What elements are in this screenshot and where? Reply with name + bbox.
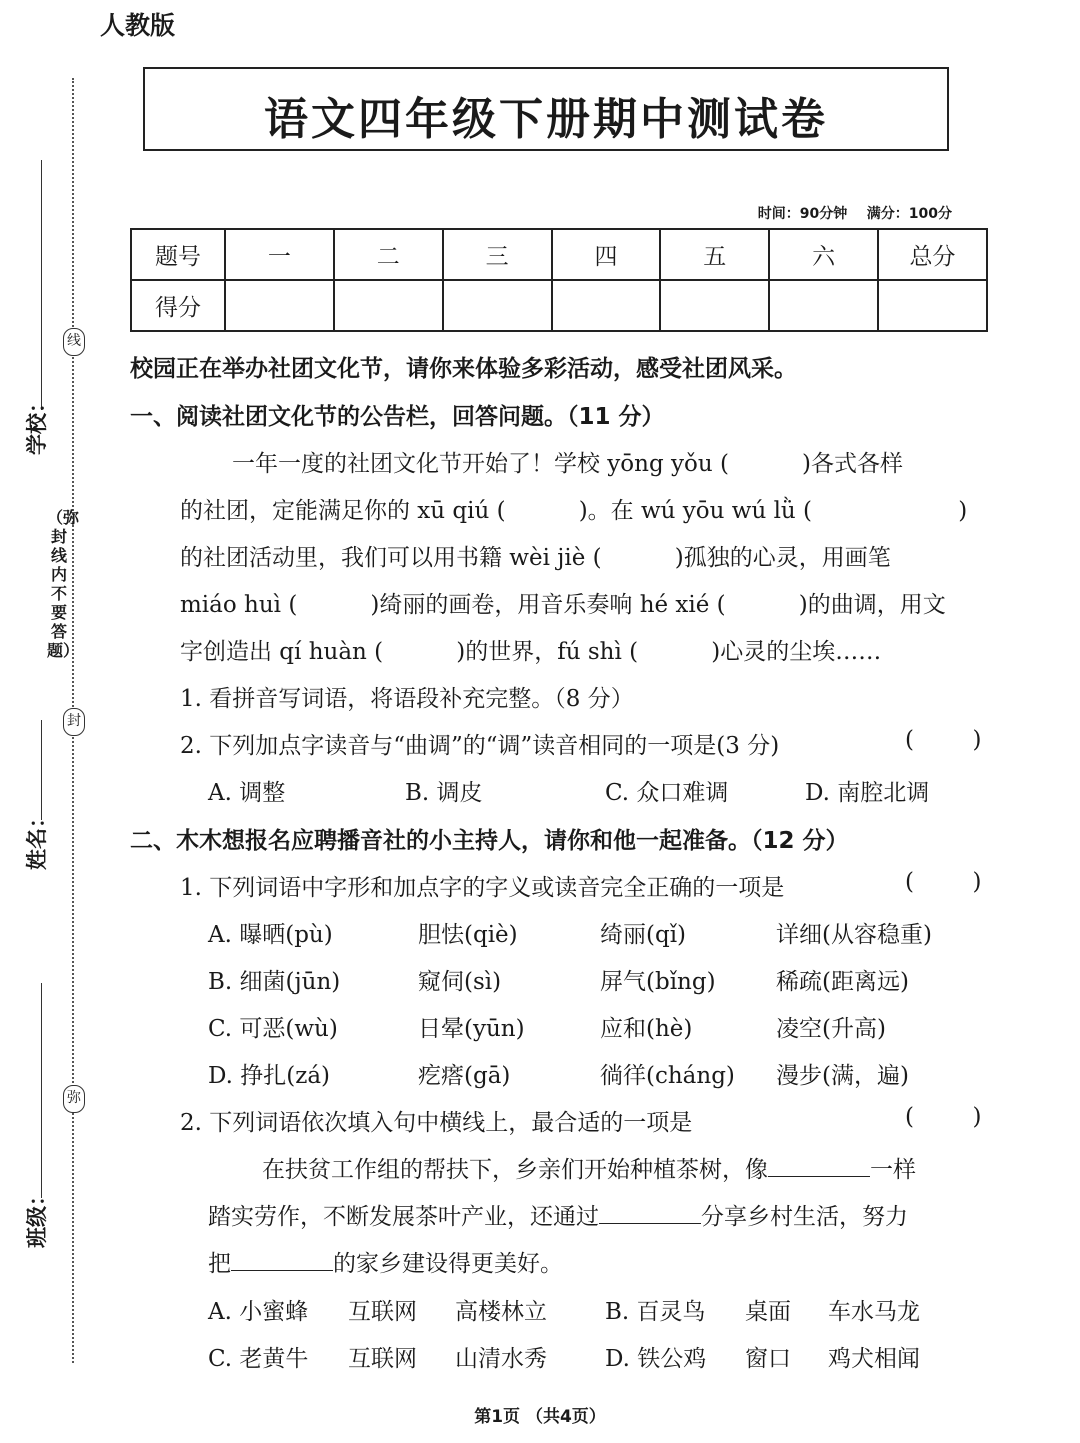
name-underline: [41, 720, 42, 820]
score-header-cell: 二: [334, 229, 443, 280]
option: 高楼林立: [455, 1299, 547, 1325]
score-header-cell: 一: [225, 229, 334, 280]
seal-mark-seal: 封: [63, 708, 85, 736]
fill-sentence-line: 把 的家乡建设得更美好。: [208, 1251, 563, 1277]
question-1-1: 1. 看拼音写词语，将语段补充完整。（8 分）: [180, 686, 634, 712]
title-box: [143, 67, 949, 151]
option: C. 众口难调: [605, 780, 729, 806]
option: 徜徉(cháng): [600, 1063, 735, 1089]
option: 详细(从容稳重): [776, 922, 932, 948]
option: 桌面: [745, 1299, 791, 1325]
score-header-cell: 总分: [878, 229, 987, 280]
fill-blank[interactable]: [599, 1203, 701, 1224]
option: A. 调整: [208, 780, 286, 806]
passage-line: 字创造出 qí huàn ( )的世界，fú shì ( )心灵的尘埃……: [180, 639, 882, 665]
fill-blank[interactable]: [768, 1156, 870, 1177]
score-cell[interactable]: [443, 280, 552, 331]
option: 车水马龙: [828, 1299, 920, 1325]
option: D. 挣扎(zá): [208, 1063, 331, 1089]
school-label: 学校：: [25, 392, 49, 455]
score-header-cell: 六: [769, 229, 878, 280]
answer-paren[interactable]: ( ): [905, 727, 982, 753]
seal-mark-mi: 弥: [63, 1085, 85, 1113]
fill-sentence-line: 踏实劳作，不断发展茶叶产业，还通过 分享乡村生活，努力: [208, 1204, 908, 1230]
option: 胆怯(qiè): [418, 922, 518, 948]
score-header-cell: 三: [443, 229, 552, 280]
option: 绮丽(qǐ): [600, 922, 687, 948]
option: 凌空(升高): [776, 1016, 886, 1042]
score-header-cell: 题号: [131, 229, 225, 280]
score-row-label: 得分: [131, 280, 225, 331]
option: 互联网: [348, 1299, 417, 1325]
passage-line: 的社团，定能满足你的 xū qiú ( )。在 wú yōu wú lǜ ( ): [180, 498, 968, 524]
time-info: 时间：90分钟: [757, 206, 848, 222]
option: 窗口: [745, 1346, 791, 1372]
fill-blank[interactable]: [231, 1250, 333, 1271]
passage-line: 的社团活动里，我们可以用书籍 wèi jiè ( )孤独的心灵，用画笔: [180, 545, 891, 571]
option: A. 小蜜蜂: [208, 1299, 309, 1325]
passage-line: miáo huì ( )绮丽的画卷，用音乐奏响 hé xié ( )的曲调，用文: [180, 592, 946, 618]
passage-line: 一年一度的社团文化节开始了！学校 yōng yǒu ( )各式各样: [232, 451, 904, 477]
option: 日晕(yūn): [418, 1016, 525, 1042]
option: 稀疏(距离远): [776, 969, 909, 995]
fill-sentence-line: 在扶贫工作组的帮扶下，乡亲们开始种植茶树，像 一样: [262, 1157, 916, 1183]
school-underline: [41, 160, 42, 410]
option: 互联网: [348, 1346, 417, 1372]
option: D. 铁公鸡: [605, 1346, 707, 1372]
no-answer-note: （弥封线内不要答题）: [47, 508, 80, 660]
option: C. 可恶(wù): [208, 1016, 338, 1042]
answer-paren[interactable]: ( ): [905, 1104, 982, 1130]
seal-mark-line: 线: [63, 328, 85, 356]
option: 漫步(满，遍): [776, 1063, 909, 1089]
question-1-2: 2. 下列加点字读音与“曲调”的“调”读音相同的一项是(3 分): [180, 733, 780, 759]
section2-heading: 二、木木想报名应聘播音社的小主持人，请你和他一起准备。（12 分）: [130, 828, 849, 854]
page-footer: 第1页 （共4页）: [474, 1407, 606, 1427]
option: D. 南腔北调: [805, 780, 930, 806]
intro-text: 校园正在举办社团文化节，请你来体验多彩活动，感受社团风采。: [130, 356, 797, 382]
name-label: 姓名：: [25, 807, 49, 870]
section1-heading: 一、阅读社团文化节的公告栏，回答问题。（11 分）: [130, 404, 665, 430]
option: 鸡犬相闻: [828, 1346, 920, 1372]
exam-meta: [758, 203, 952, 223]
option: B. 调皮: [405, 780, 483, 806]
score-table-score-row: [131, 280, 987, 331]
score-cell[interactable]: [552, 280, 661, 331]
question-2-1: 1. 下列词语中字形和加点字的字义或读音完全正确的一项是: [180, 875, 785, 901]
score-cell[interactable]: [225, 280, 334, 331]
option: 疙瘩(gā): [418, 1063, 511, 1089]
option: 窥伺(sì): [418, 969, 502, 995]
score-table-header-row: [131, 229, 987, 280]
score-cell[interactable]: [334, 280, 443, 331]
option: 应和(hè): [600, 1016, 693, 1042]
score-cell[interactable]: [660, 280, 769, 331]
option: C. 老黄牛: [208, 1346, 309, 1372]
page-title: 语文四年级下册期中测试卷: [264, 94, 828, 145]
score-header-cell: 五: [660, 229, 769, 280]
full-marks: 满分：100分: [866, 206, 952, 222]
option: 山清水秀: [455, 1346, 547, 1372]
class-underline: [41, 983, 42, 1198]
option: B. 细菌(jūn): [208, 969, 341, 995]
score-header-cell: 四: [552, 229, 661, 280]
option: B. 百灵鸟: [605, 1299, 706, 1325]
class-label: 班级：: [25, 1185, 49, 1248]
question-2-2: 2. 下列词语依次填入句中横线上，最合适的一项是: [180, 1110, 693, 1136]
score-cell[interactable]: [878, 280, 987, 331]
binding-margin: [0, 75, 100, 1365]
option: 屏气(bǐng): [600, 969, 716, 995]
edition-label: 人教版: [100, 11, 176, 40]
score-table: [130, 228, 988, 332]
answer-paren[interactable]: ( ): [905, 869, 982, 895]
option: A. 曝晒(pù): [208, 922, 333, 948]
score-cell[interactable]: [769, 280, 878, 331]
